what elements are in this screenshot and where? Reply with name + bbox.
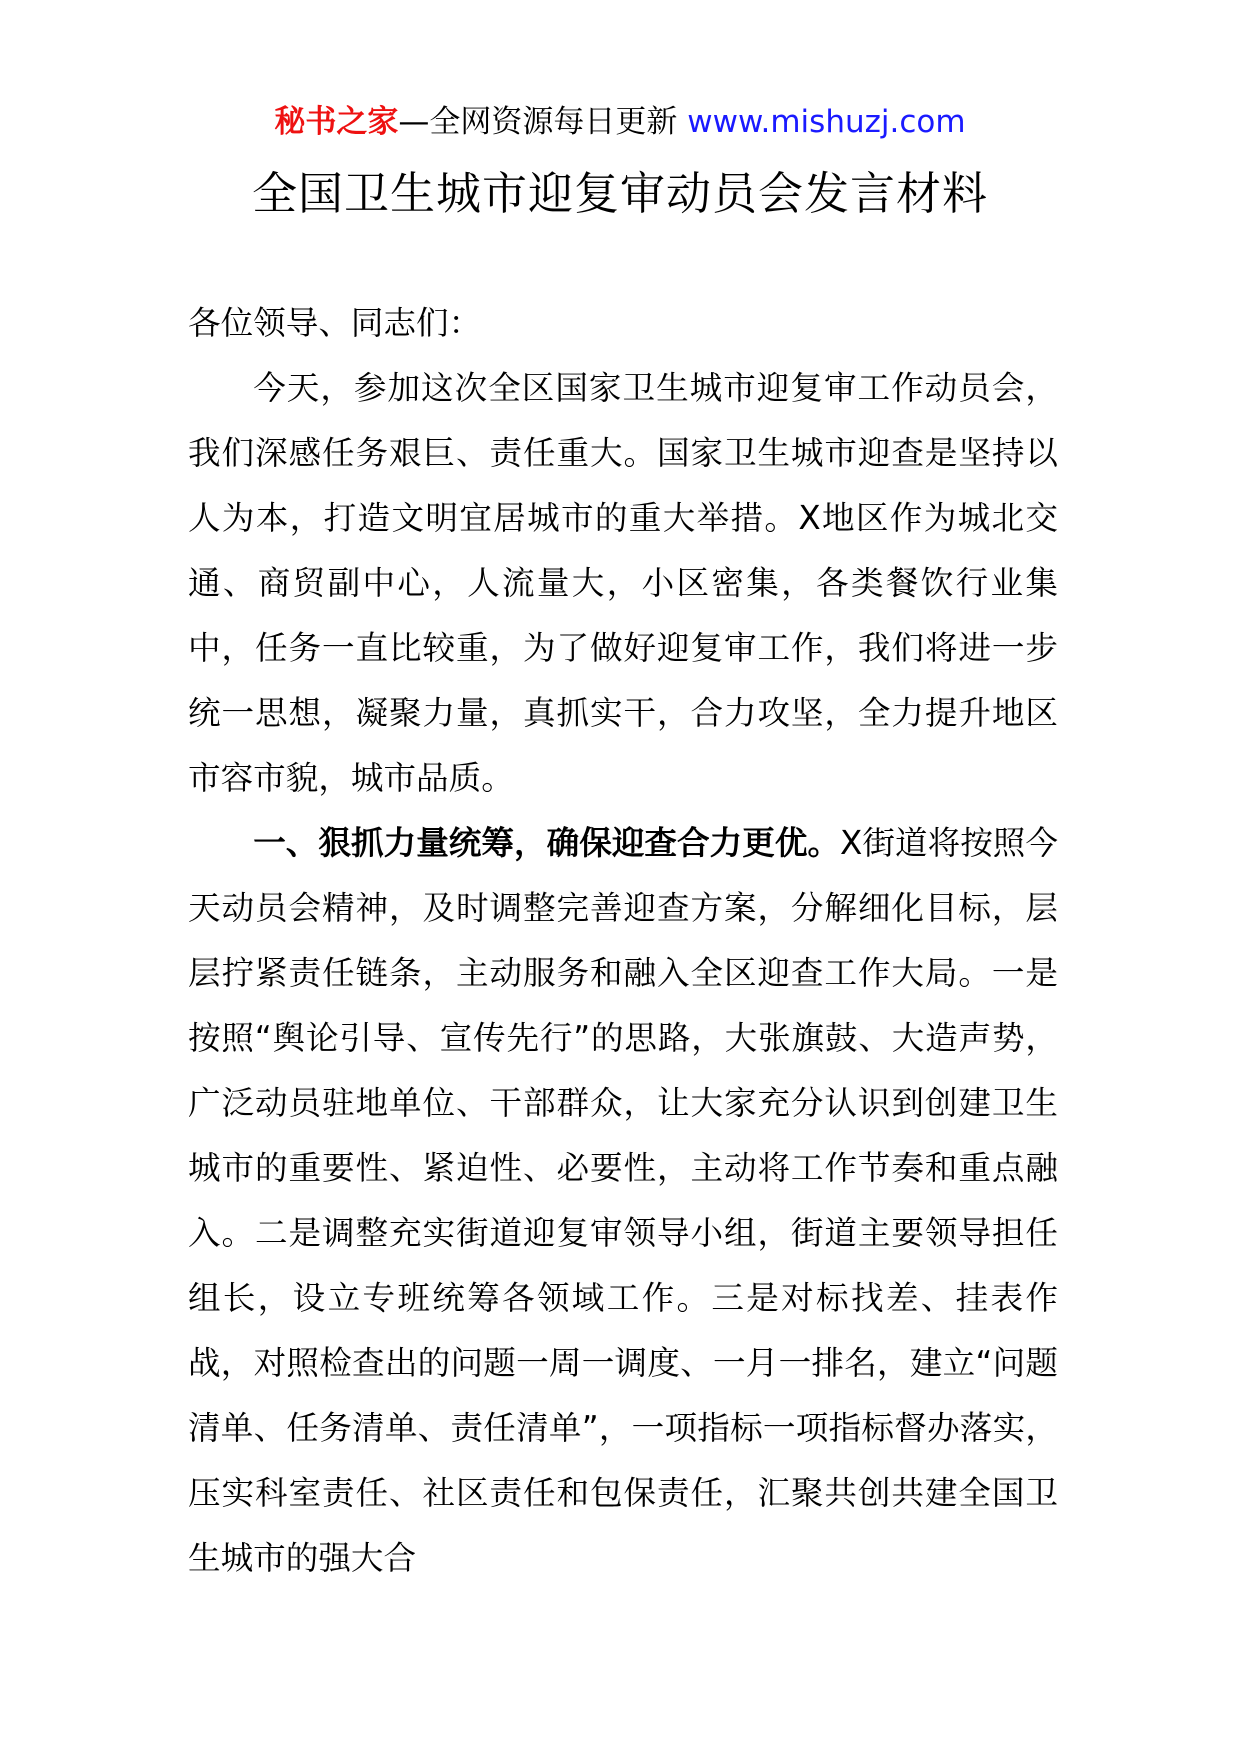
salutation: 各位领导、同志们： (188, 304, 482, 342)
site-banner (0, 100, 1240, 144)
banner-slogan: —全网资源每日更新 (398, 104, 688, 140)
document-body (188, 291, 1058, 1591)
paragraph-section-1 (188, 811, 1058, 1591)
document-title: 全国卫生城市迎复审动员会发言材料 (251, 167, 988, 220)
brand-name: 秘书之家 (274, 104, 399, 140)
section-body: X街道将按照今天动员会精神，及时调整完善迎查方案，分解细化目标，层层拧紧责任链条，主动服务和融入全区迎查工作大局。一是按照“舆论引导、宣传先行”的思路，大张旗鼓、大造声势，广泛动员驻地单位、干部群众，让大家充分认识到创建卫生城市的重要性、紧迫性、必要性，主动将工作节奏和重点融入。二是调整充实街道迎复审领导小组，街道主要领导担任组长，设立专班统筹各领域工作。三是对标找差、挂表作战，对照检查出的问题一周一调度、一月一排名，建立“问题清单、任务清单、责任清单”，一项指标一项指标督办落实，压实科室责任、社区责任和包保责任，汇聚共创共建全国卫生城市的强大合 (188, 824, 1058, 1577)
website-link[interactable]: www.mishuzj.com (687, 104, 966, 140)
paragraph-intro: 今天，参加这次全区国家卫生城市迎复审工作动员会，我们深感任务艰巨、责任重大。国家卫生城市迎查是坚持以人为本，打造文明宜居城市的重大举措。X地区作为城北交通、商贸副中心，人流量大，小区密集，各类餐饮行业集中，任务一直比较重，为了做好迎复审工作，我们将进一步统一思想，凝聚力量，真抓实干，合力攻坚，全力提升地区市容市貌，城市品质。 (188, 369, 1058, 797)
section-heading: 一、狠抓力量统筹，确保迎查合力更优。 (253, 824, 841, 862)
